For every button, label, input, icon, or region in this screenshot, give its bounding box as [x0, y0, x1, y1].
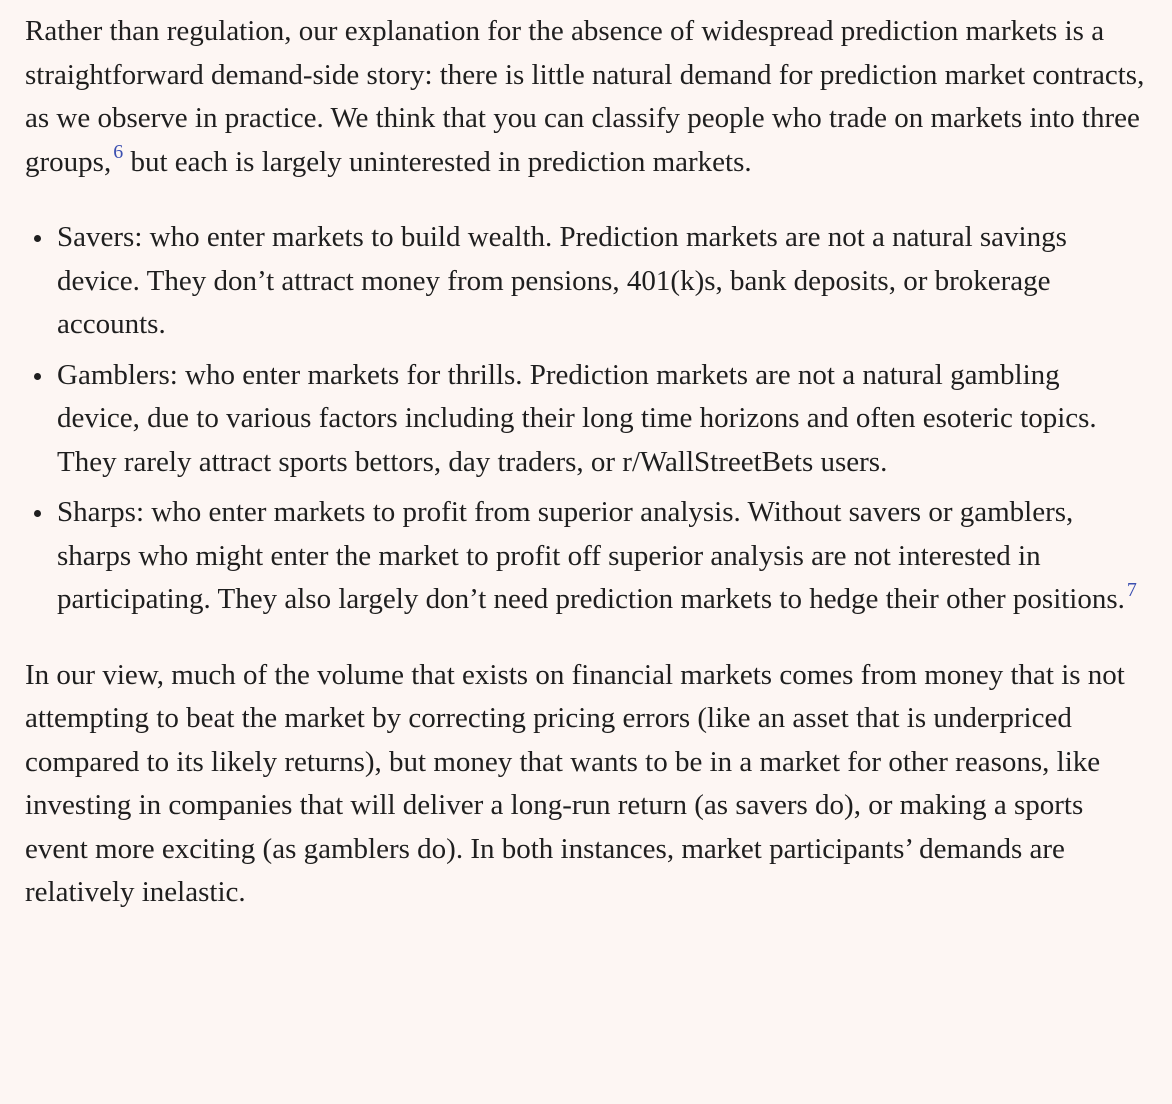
intro-text-continued: but each is largely uninterested in prediction markets. [123, 145, 752, 178]
trader-groups-list [25, 216, 1148, 622]
intro-text: Rather than regulation, our explanation for the absence of widespread prediction markets is a straightforward demand-side story: there is little natural demand for prediction market contracts, as we observe in practice. We think that you can classify people who trade on markets into three groups, [25, 15, 1145, 178]
intro-paragraph [25, 10, 1148, 184]
list-item-sharps [25, 491, 1148, 622]
conclusion-paragraph: In our view, much of the volume that exists on financial markets comes from money that is not attempting to beat the market by correcting pricing errors (like an asset that is underpriced compared to its likely returns), but money that wants to be in a market for other reasons, like investing in companies that will deliver a long-run return (as savers do), or making a sports event more exciting (as gamblers do). In both instances, market participants’ demands are relatively inelastic. [25, 658, 1125, 908]
footnote-7-ref [1127, 579, 1137, 601]
gamblers-text: Gamblers: who enter markets for thrills. Prediction markets are not a natural gambling device, due to various factors including their long time horizons and often esoteric topics. They rarely attract sports bettors, day traders, or r/WallStreetBets users. [57, 358, 1097, 478]
sharps-text: Sharps: who enter markets to profit from superior analysis. Without savers or gamblers, sharps who might enter the market to profit off superior analysis are not interested in participating. They also largely don’t need prediction markets to hedge their other positions. [57, 496, 1125, 615]
footnote-7-link[interactable]: 7 [1126, 578, 1137, 601]
footnote-6-ref [113, 141, 123, 163]
list-item-savers [25, 216, 1148, 347]
savers-text: Savers: who enter markets to build wealth. Prediction markets are not a natural savings device. They don’t attract money from pensions, 401(k)s, bank deposits, or brokerage accounts. [57, 221, 1067, 340]
footnote-6-link[interactable]: 6 [113, 141, 124, 164]
list-item-gamblers [25, 354, 1148, 485]
